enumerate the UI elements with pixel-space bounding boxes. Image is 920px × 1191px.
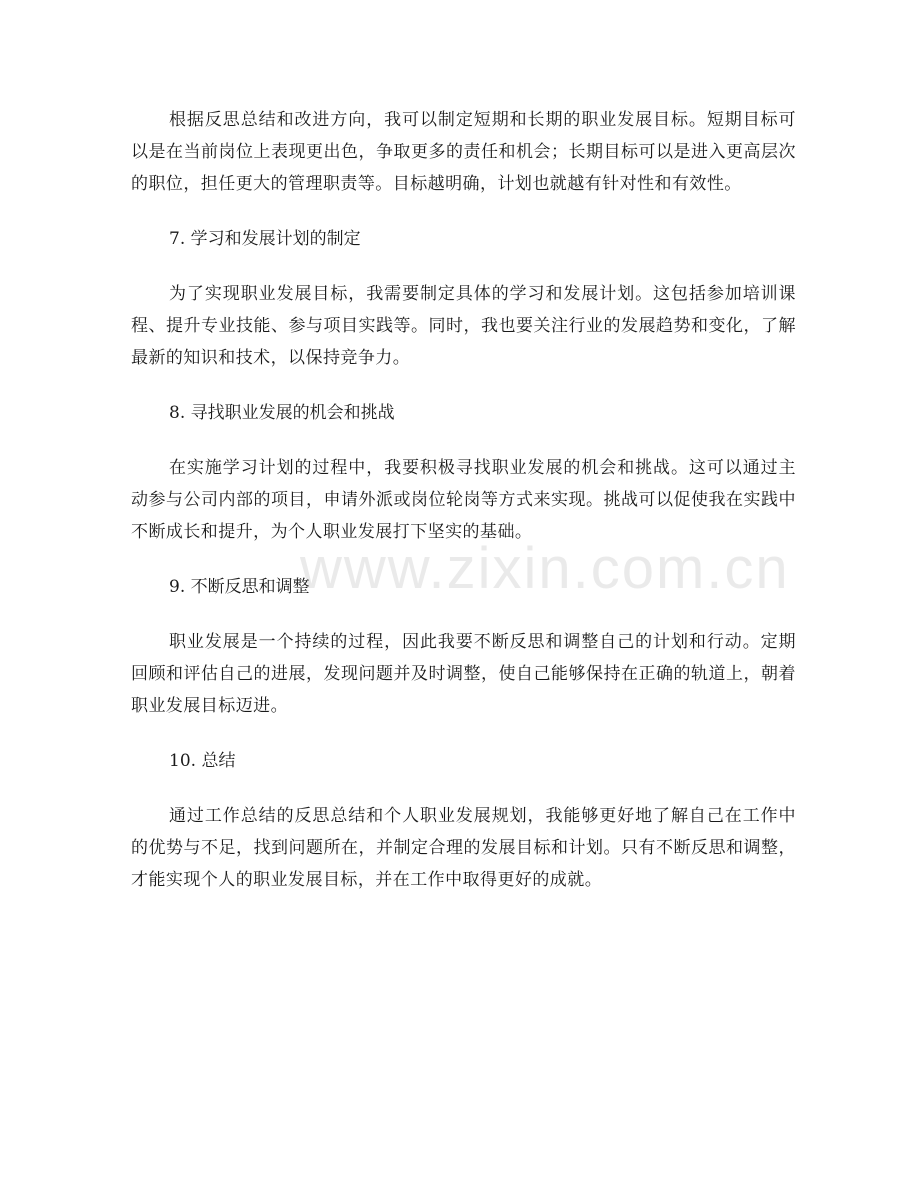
document-body — [131, 104, 796, 896]
paragraph-section-9: 职业发展是一个持续的过程，因此我要不断反思和调整自己的计划和行动。定期回顾和评估自己的进展，发现问题并及时调整，使自己能够保持在正确的轨道上，朝着职业发展目标迈进。 — [131, 632, 796, 716]
heading-section-9: 9. 不断反思和调整 — [169, 577, 310, 597]
paragraph-section-8: 在实施学习计划的过程中，我要积极寻找职业发展的机会和挑战。这可以通过主动参与公司内部的项目，申请外派或岗位轮岗等方式来实现。挑战可以促使我在实践中不断成长和提升，为个人职业发展打下坚实的基础。 — [131, 458, 796, 542]
heading-section-10: 10. 总结 — [169, 751, 236, 771]
paragraph-goals: 根据反思总结和改进方向，我可以制定短期和长期的职业发展目标。短期目标可以是在当前岗位上表现更出色，争取更多的责任和机会；长期目标可以是进入更高层次的职位，担任更大的管理职责等。目标越明确，计划也就越有针对性和有效性。 — [131, 110, 796, 194]
heading-section-7: 7. 学习和发展计划的制定 — [169, 229, 361, 249]
paragraph-section-7: 为了实现职业发展目标，我需要制定具体的学习和发展计划。这包括参加培训课程、提升专业技能、参与项目实践等。同时，我也要关注行业的发展趋势和变化，了解最新的知识和技术，以保持竞争力。 — [131, 284, 796, 368]
paragraph-section-10: 通过工作总结的反思总结和个人职业发展规划，我能够更好地了解自己在工作中的优势与不足，找到问题所在，并制定合理的发展目标和计划。只有不断反思和调整，才能实现个人的职业发展目标，并在工作中取得更好的成就。 — [131, 806, 796, 890]
heading-section-8: 8. 寻找职业发展的机会和挑战 — [169, 403, 395, 423]
watermark: www.zixin.com.cn — [300, 536, 790, 601]
